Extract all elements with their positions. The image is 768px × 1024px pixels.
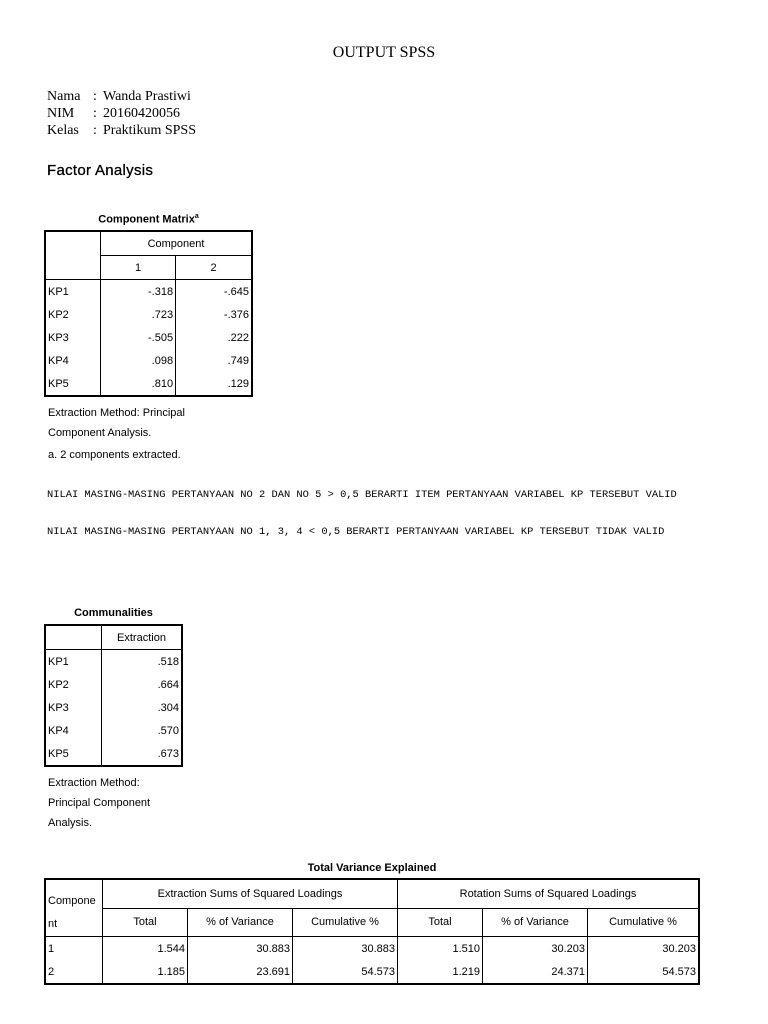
info-label: NIM	[47, 106, 75, 121]
component-matrix-table	[44, 230, 253, 397]
table-row	[45, 696, 182, 719]
interpretation-paragraph: NILAI MASING-MASING PERTANYAAN NO 1, 3, 4 < 0,5 BERARTI PERTANYAAN VARIABEL KP TERSEBUT TIDAK VALID	[47, 526, 665, 538]
table-row	[45, 326, 252, 349]
row-label: KP3	[48, 331, 69, 344]
cell-value: .810	[101, 372, 176, 396]
info-label: Kelas	[47, 123, 79, 138]
header-line: nt	[48, 918, 58, 930]
cell-value: 1.510	[398, 937, 483, 961]
table-row	[45, 303, 252, 326]
info-value: Praktikum SPSS	[103, 123, 196, 138]
component-row-header	[45, 879, 103, 937]
cell-value: -.318	[101, 280, 176, 304]
table-row	[45, 349, 252, 372]
info-separator: :	[93, 123, 97, 138]
info-row-nama	[47, 88, 196, 105]
empty-corner-cell	[45, 231, 101, 280]
section-title: Factor Analysis	[47, 162, 154, 179]
cell-value: .570	[102, 719, 183, 742]
cell-value: .098	[101, 349, 176, 372]
header-line: Compone	[48, 895, 96, 907]
column-header: Total	[103, 908, 188, 936]
column-header: Extraction	[102, 625, 183, 650]
cell-value: .518	[102, 650, 183, 674]
cell-value: -.376	[176, 303, 252, 326]
info-row-kelas	[47, 122, 196, 139]
cell-value: .749	[176, 349, 252, 372]
info-value: Wanda Prastiwi	[103, 89, 191, 104]
footnote-line: a. 2 components extracted.	[48, 449, 181, 461]
cell-value: .723	[101, 303, 176, 326]
cell-value: 30.203	[588, 937, 700, 961]
document-title: OUTPUT SPSS	[332, 44, 436, 61]
row-label: KP2	[48, 308, 69, 321]
rotation-group-header: Rotation Sums of Squared Loadings	[398, 879, 700, 908]
cell-value: .129	[176, 372, 252, 396]
column-header: Cumulative %	[588, 908, 700, 936]
note-line: Analysis.	[48, 817, 93, 829]
row-label: KP4	[48, 724, 69, 737]
column-header: % of Variance	[483, 908, 588, 936]
cell-value: 54.573	[588, 960, 700, 984]
communalities-title: Communalities	[74, 607, 153, 619]
component-matrix-title	[44, 213, 253, 226]
row-label: KP3	[48, 701, 69, 714]
note-line: Component Analysis.	[48, 427, 152, 439]
row-label: KP5	[48, 377, 69, 390]
info-value: 20160420056	[103, 106, 180, 121]
cell-value: 30.883	[188, 937, 293, 961]
info-separator: :	[93, 89, 97, 104]
student-info	[47, 88, 196, 139]
table-row	[45, 960, 699, 984]
row-label: 2	[48, 965, 55, 978]
cell-value: -.505	[101, 326, 176, 349]
communalities-table	[44, 624, 183, 767]
cell-value: .673	[102, 742, 183, 766]
table-row	[45, 719, 182, 742]
table-row	[45, 937, 699, 961]
column-header: 1	[101, 256, 176, 280]
note-line: Extraction Method: Principal	[48, 407, 185, 419]
empty-corner-cell	[45, 625, 102, 650]
communalities-notes	[48, 773, 150, 833]
component-matrix-notes	[48, 403, 185, 465]
cell-value: .222	[176, 326, 252, 349]
column-header: % of Variance	[188, 908, 293, 936]
cell-value: 1.544	[103, 937, 188, 961]
row-label: KP4	[48, 354, 69, 367]
cell-value: -.645	[176, 280, 252, 304]
cell-value: .664	[102, 673, 183, 696]
note-line: Principal Component	[48, 797, 151, 809]
column-header: Total	[398, 908, 483, 936]
cell-value: .304	[102, 696, 183, 719]
component-matrix-title-text: Component Matrix	[98, 213, 195, 226]
cell-value: 30.883	[293, 937, 398, 961]
table-row	[45, 650, 182, 674]
column-header: Cumulative %	[293, 908, 398, 936]
footnote-marker: a	[194, 213, 199, 220]
extraction-group-header: Extraction Sums of Squared Loadings	[103, 879, 398, 908]
column-header: 2	[176, 256, 252, 280]
table-row	[45, 280, 252, 304]
info-row-nim	[47, 105, 196, 122]
total-variance-table	[44, 878, 700, 985]
cell-value: 54.573	[293, 960, 398, 984]
row-label: KP1	[48, 655, 69, 668]
info-label: Nama	[47, 89, 81, 104]
component-header: Component	[101, 231, 253, 256]
table-row	[45, 742, 182, 766]
row-label: 1	[48, 942, 55, 955]
total-variance-title: Total Variance Explained	[307, 862, 437, 874]
cell-value: 24.371	[483, 960, 588, 984]
interpretation-paragraph: NILAI MASING-MASING PERTANYAAN NO 2 DAN NO 5 > 0,5 BERARTI ITEM PERTANYAAN VARIABEL KP TERSEBUT VALID	[47, 489, 677, 501]
cell-value: 1.185	[103, 960, 188, 984]
cell-value: 30.203	[483, 937, 588, 961]
table-row	[45, 372, 252, 396]
row-label: KP2	[48, 678, 69, 691]
note-line: Extraction Method:	[48, 777, 140, 789]
info-separator: :	[93, 106, 97, 121]
row-label: KP5	[48, 747, 69, 760]
table-row	[45, 673, 182, 696]
cell-value: 23.691	[188, 960, 293, 984]
cell-value: 1.219	[398, 960, 483, 984]
row-label: KP1	[48, 285, 69, 298]
